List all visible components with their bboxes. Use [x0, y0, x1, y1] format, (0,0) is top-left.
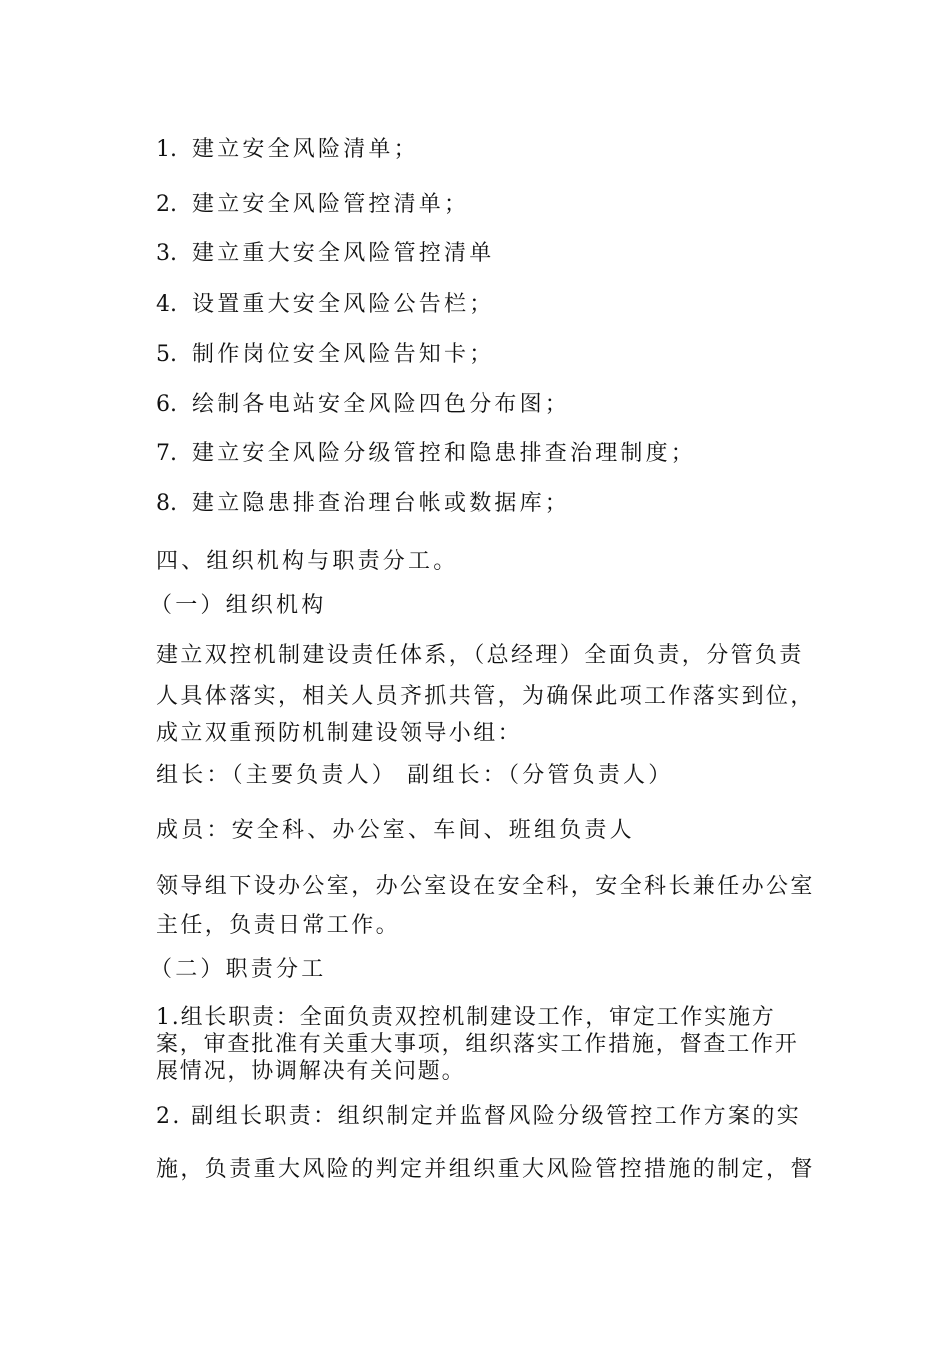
- list-item: [156, 342, 816, 368]
- list-item-text: 建立安全风险清单；: [192, 137, 419, 162]
- list-item-number: 7.: [156, 441, 177, 466]
- list-item-text: 设置重大安全风险公告栏；: [192, 292, 495, 317]
- list-item-number: 8.: [156, 491, 177, 516]
- org-paragraph-line: 成立双重预防机制建设领导小组：: [156, 721, 523, 746]
- members-line: 成员：安全科、办公室、车间、班组负责人: [156, 818, 635, 843]
- list-item: [156, 241, 816, 267]
- subsection-heading-duties: （二）职责分工: [150, 957, 327, 982]
- subsection-heading-org: （一）组织机构: [150, 593, 327, 618]
- list-item-number: 1.: [156, 137, 177, 162]
- list-item-text: 绘制各电站安全风险四色分布图；: [192, 392, 571, 417]
- deputy-duty-line: 施，负责重大风险的判定并组织重大风险管控措施的制定，督: [156, 1157, 815, 1182]
- leaders-line: 组长：（主要负责人） 副组长：（分管负责人）: [156, 763, 674, 788]
- list-item-text: 建立重大安全风险管控清单: [192, 241, 495, 266]
- list-item-number: 6.: [156, 392, 177, 417]
- list-item: [156, 491, 816, 517]
- list-item-number: 3.: [156, 241, 177, 266]
- list-item-text: 建立安全风险管控清单；: [192, 192, 470, 217]
- list-item-number: 2.: [156, 192, 177, 217]
- leader-duty-line: 1.组长职责：全面负责双控机制建设工作，审定工作实施方: [156, 1005, 776, 1030]
- section-heading: 四、组织机构与职责分工。: [156, 549, 459, 574]
- list-item: [156, 441, 816, 467]
- list-item: [156, 137, 816, 163]
- list-item-text: 制作岗位安全风险告知卡；: [192, 342, 495, 367]
- list-item: [156, 292, 816, 318]
- list-item-number: 5.: [156, 342, 177, 367]
- list-item: [156, 192, 816, 218]
- office-paragraph-line: 主任，负责日常工作。: [156, 913, 401, 938]
- list-item: [156, 392, 816, 418]
- list-item-text: 建立隐患排查治理台帐或数据库；: [192, 491, 571, 516]
- leader-duty-line: 展情况，协调解决有关问题。: [156, 1059, 466, 1084]
- leader-duty-line: 案，审查批准有关重大事项，组织落实工作措施，督查工作开: [156, 1032, 799, 1057]
- org-paragraph-line: 建立双控机制建设责任体系，（总经理）全面负责，分管负责: [156, 643, 804, 668]
- org-paragraph-line: 人具体落实，相关人员齐抓共管，为确保此项工作落实到位，: [156, 684, 815, 709]
- deputy-duty-line: 2. 副组长职责：组织制定并监督风险分级管控工作方案的实: [156, 1104, 802, 1129]
- list-item-text: 建立安全风险分级管控和隐患排查治理制度；: [192, 441, 697, 466]
- list-item-number: 4.: [156, 292, 177, 317]
- office-paragraph-line: 领导组下设办公室，办公室设在安全科，安全科长兼任办公室: [156, 874, 815, 899]
